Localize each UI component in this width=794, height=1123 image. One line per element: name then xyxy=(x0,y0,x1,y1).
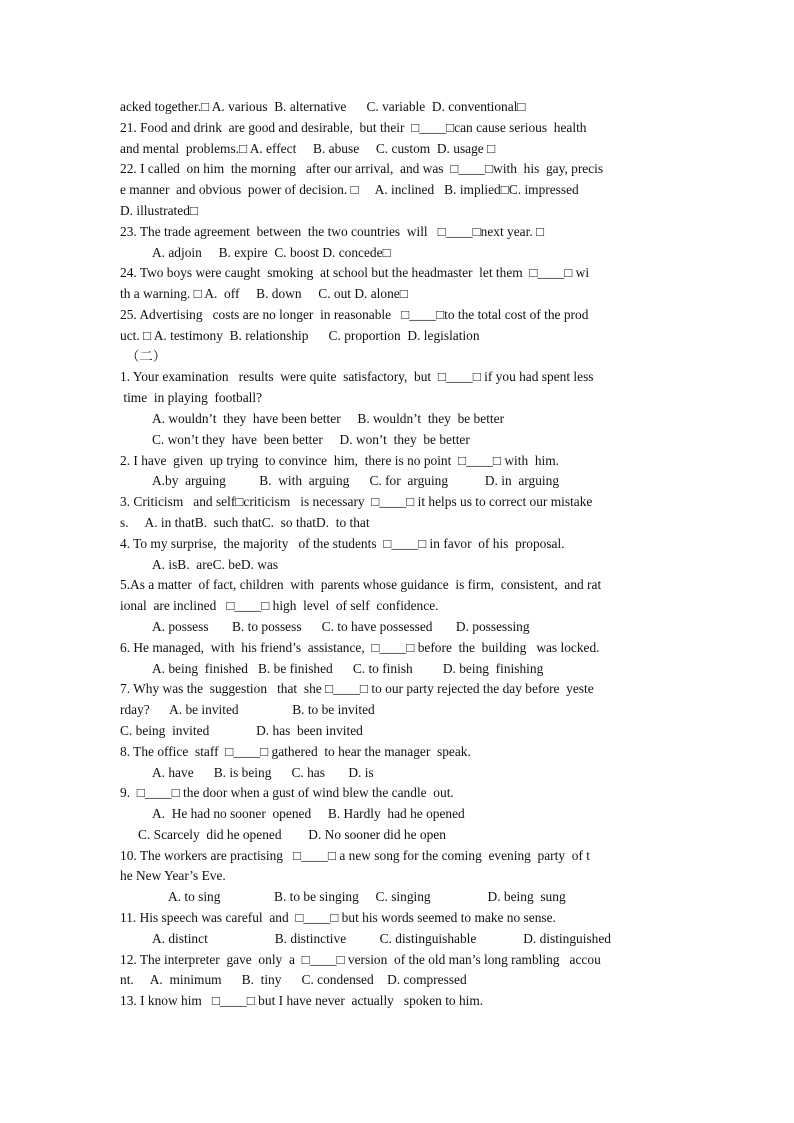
q22-line-2: e manner and obvious power of decision. □ A. inclined B. implied□C. impressed xyxy=(120,182,579,198)
q22-line-1: 22. I called on him the morning after our arrival, and was □____□with his gay, precis xyxy=(120,161,604,177)
s2-q7-line-2: rday? A. be invited B. to be invited xyxy=(120,702,375,718)
s2-q1-line-1: 1. Your examination results were quite satisfactory, but □____□ if you had spent less xyxy=(120,369,594,385)
s2-q10-line-1: 10. The workers are practising □____□ a new song for the coming evening party of t xyxy=(120,847,590,863)
s2-q4-options: A. isB. areC. beD. was xyxy=(152,556,279,572)
s2-q5-line-1: 5.As a matter of fact, children with parents whose guidance is firm, consistent, and rat xyxy=(120,577,602,593)
s2-q5-line-2: ional are inclined □____□ high level of self confidence. xyxy=(120,598,439,614)
s2-q1-options-2: C. won’t they have been better D. won’t they be better xyxy=(152,431,470,447)
section-heading: （二） xyxy=(126,348,167,364)
s2-q8-line: 8. The office staff □____□ gathered to hear the manager speak. xyxy=(120,743,471,759)
q21-line-1: 21. Food and drink are good and desirable, but their □____□can cause serious health xyxy=(120,119,587,135)
s2-q2-options: A.by arguing B. with arguing C. for arguing D. in arguing xyxy=(152,473,560,489)
s2-q9-line: 9. □____□ the door when a gust of wind blew the candle out. xyxy=(120,785,454,801)
q24-line-1: 24. Two boys were caught smoking at school but the headmaster let them □____□ wi xyxy=(120,265,590,281)
s2-q4-line: 4. To my surprise, the majority of the students □____□ in favor of his proposal. xyxy=(120,535,565,551)
s2-q3-line-1: 3. Criticism and self□criticism is necessary □____□ it helps us to correct our mistake xyxy=(120,494,593,510)
s2-q12-line-1: 12. The interpreter gave only a □____□ version of the old man’s long rambling accou xyxy=(120,951,601,967)
s2-q9-options-2: C. Scarcely did he opened D. No sooner did he open xyxy=(138,826,446,842)
q23-options: A. adjoin B. expire C. boost D. concede□ xyxy=(152,244,391,260)
s2-q10-options: A. to sing B. to be singing C. singing D. being sung xyxy=(168,889,566,905)
q22-line-3: D. illustrated□ xyxy=(120,202,199,218)
s2-q11-options: A. distinct B. distinctive C. distinguishable D. distinguished xyxy=(152,930,611,946)
exam-text xyxy=(120,97,676,1012)
s2-q13-line: 13. I know him □____□ but I have never actually spoken to him. xyxy=(120,993,484,1009)
s2-q7-line-1: 7. Why was the suggestion that she □____□ to our party rejected the day before yeste xyxy=(120,681,594,697)
q25-line-1: 25. Advertising costs are no longer in reasonable □____□to the total cost of the prod xyxy=(120,306,589,322)
q21-line-2: and mental problems.□ A. effect B. abuse C. custom D. usage □ xyxy=(120,140,496,156)
q24-line-2: th a warning. □ A. off B. down C. out D. alone□ xyxy=(120,286,408,302)
s2-q9-options-1: A. He had no sooner opened B. Hardly had he opened xyxy=(152,806,465,822)
q20-options-line: acked together.□ A. various B. alternative C. variable D. conventional□ xyxy=(120,99,526,114)
s2-q1-options-1: A. wouldn’t they have been better B. wouldn’t they be better xyxy=(152,410,505,426)
s2-q12-line-2: nt. A. minimum B. tiny C. condensed D. compressed xyxy=(120,972,467,988)
q23-line-1: 23. The trade agreement between the two countries will □____□next year. □ xyxy=(120,223,545,239)
s2-q10-line-2: he New Year’s Eve. xyxy=(120,868,226,884)
s2-q7-line-3: C. being invited D. has been invited xyxy=(120,722,363,738)
s2-q5-options: A. possess B. to possess C. to have possessed D. possessing xyxy=(152,618,530,634)
s2-q11-line: 11. His speech was careful and □____□ but his words seemed to make no sense. xyxy=(120,910,556,926)
s2-q6-line: 6. He managed, with his friend’s assistance, □____□ before the building was locked. xyxy=(120,639,600,655)
q25-line-2: uct. □ A. testimony B. relationship C. proportion D. legislation xyxy=(120,327,480,343)
s2-q1-line-2: time in playing football? xyxy=(120,390,263,406)
s2-q8-options: A. have B. is being C. has D. is xyxy=(152,764,374,780)
s2-q6-options: A. being finished B. be finished C. to finish D. being finishing xyxy=(152,660,544,676)
s2-q2-line: 2. I have given up trying to convince him, there is no point □____□ with him. xyxy=(120,452,560,468)
s2-q3-line-2: s. A. in thatB. such thatC. so thatD. to that xyxy=(120,514,370,530)
